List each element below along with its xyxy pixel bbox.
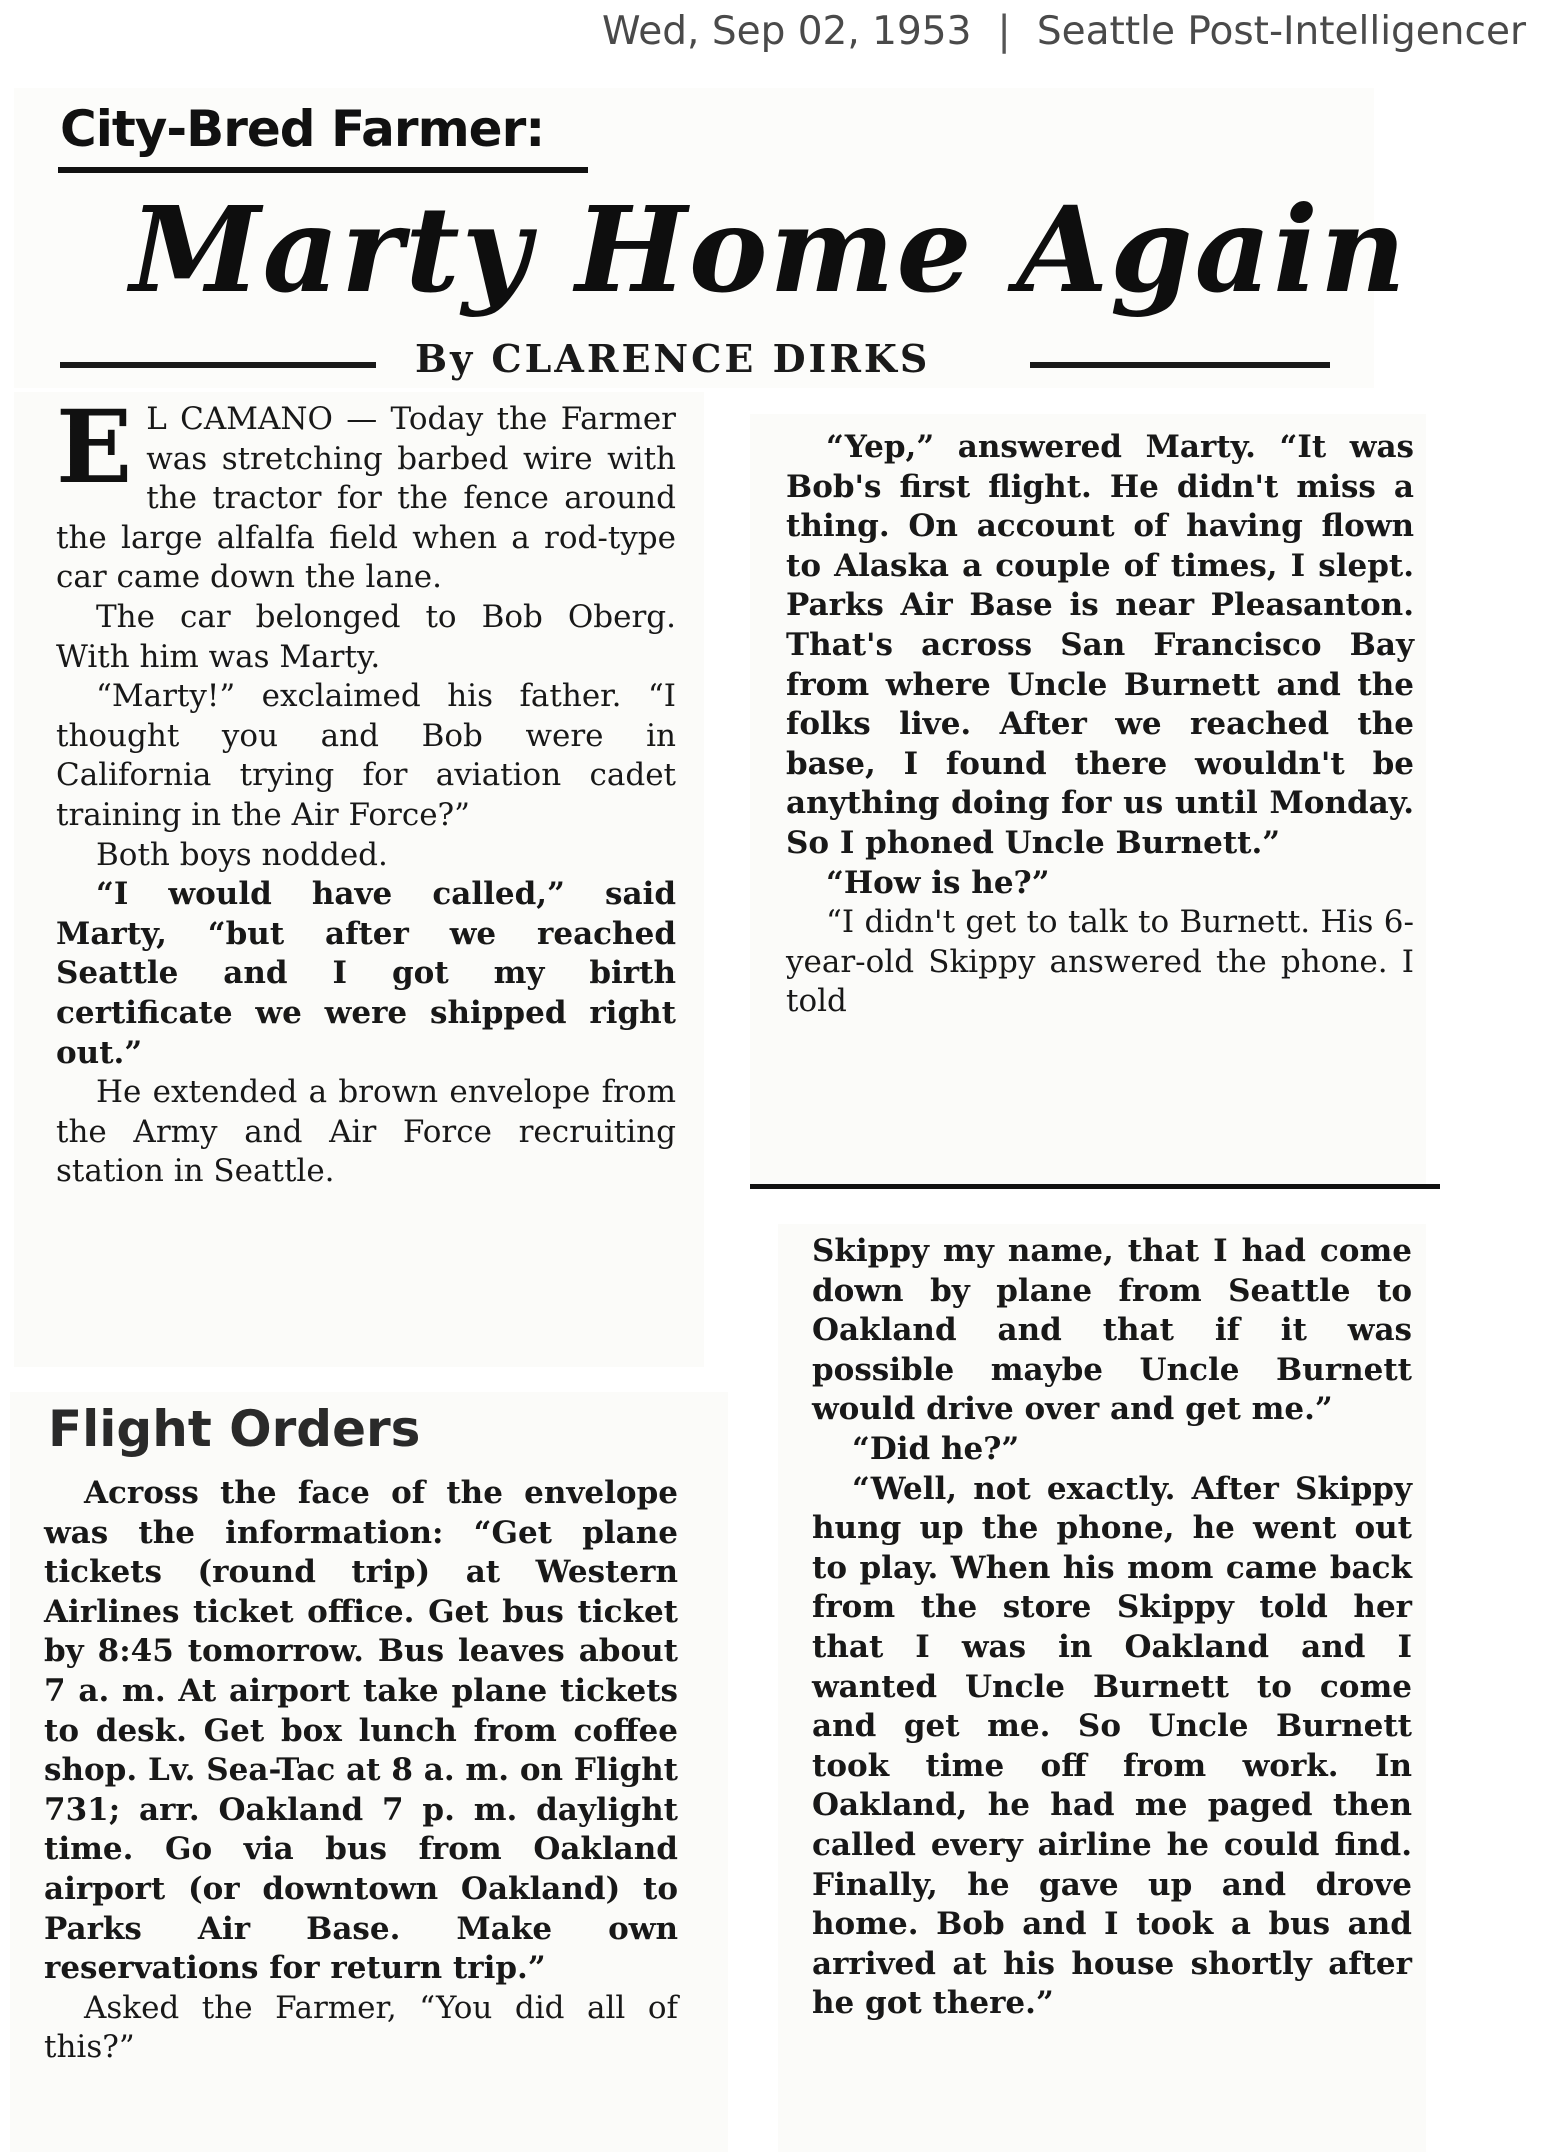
article-column-2	[44, 1474, 678, 2068]
byline-bar	[60, 336, 1340, 386]
kicker-underline	[58, 167, 588, 173]
paragraph: “Marty!” exclaimed his father. “I thought you and Bob were in California trying for aviation cadet training in the Air Force?”	[56, 678, 676, 833]
paragraph: The car belonged to Bob Oberg. With him was Marty.	[56, 598, 676, 675]
article-column-4	[812, 1232, 1412, 2024]
byline: By CLARENCE DIRKS	[415, 336, 931, 381]
article-column-1	[56, 388, 676, 1192]
byline-rule-left	[60, 362, 376, 368]
drop-cap: E	[56, 388, 133, 506]
column-rule	[750, 1184, 1440, 1189]
article-column-3	[786, 428, 1414, 1022]
article-headline: Marty Home Again	[130, 180, 1408, 319]
paragraph: “I didn't get to talk to Burnett. His 6-year-old Skippy answered the phone. I told	[786, 904, 1414, 1020]
paragraph: “Did he?”	[852, 1430, 1020, 1467]
paragraph: “How is he?”	[826, 864, 1050, 901]
paragraph: Asked the Farmer, “You did all of this?”	[44, 1989, 678, 2066]
paragraph: He extended a brown envelope from the Army and Air Force recruiting station in Seattle.	[56, 1074, 676, 1190]
paragraph: “Well, not exactly. After Skippy hung up the phone, he went out to play. When his mom came back from the store Skippy told her that I was in Oakland and I wanted Uncle Burnett to come and get me. So Uncle Burnett took time off from work. In Oakland, he had me paged then called every airline he could find. Finally, he gave up and drove home. Bob and I took a bus and arrived at his house shortly after he got there.”	[812, 1470, 1412, 2022]
lead-paragraph: L CAMANO — Today the Farmer was stretching barbed wire with the tractor for the fence around the large alfalfa field when a rod-type car came down the lane.	[56, 401, 676, 596]
paragraph: Both boys nodded.	[96, 836, 388, 873]
paragraph: “Yep,” answered Marty. “It was Bob's first flight. He didn't miss a thing. On account of having flown to Alaska a couple of times, I slept. Parks Air Base is near Pleasanton. That's across San Francisco Bay from where Uncle Burnett and the folks live. After we reached the base, I found there wouldn't be anything doing for us until Monday. So I phoned Uncle Burnett.”	[786, 429, 1414, 861]
header-separator: |	[997, 8, 1011, 54]
publication-name: Seattle Post-Intelligencer	[1036, 8, 1526, 54]
paragraph: “I would have called,” said Marty, “but after we reached Seattle and I got my birth certificate we were shipped right out.”	[56, 876, 676, 1071]
subhead-flight-orders: Flight Orders	[48, 1400, 421, 1458]
article-kicker: City-Bred Farmer:	[60, 100, 545, 158]
byline-rule-right	[1030, 362, 1330, 368]
paragraph: Skippy my name, that I had come down by plane from Seattle to Oakland and that if it was possible maybe Uncle Burnett would drive over and get me.”	[812, 1233, 1412, 1428]
paragraph: Across the face of the envelope was the information: “Get plane tickets (round trip) at Western Airlines ticket office. Get bus ticket by 8:45 tomorrow. Bus leaves about 7 a. m. At airport take plane tickets to desk. Get box lunch from coffee shop. Lv. Sea-Tac at 8 a. m. on Flight 731; arr. Oakland 7 p. m. daylight time. Go via bus from Oakland airport (or downtown Oakland) to Parks Air Base. Make own reservations for return trip.”	[44, 1475, 678, 1987]
page-header	[602, 8, 1526, 54]
issue-date: Wed, Sep 02, 1953	[602, 8, 972, 54]
